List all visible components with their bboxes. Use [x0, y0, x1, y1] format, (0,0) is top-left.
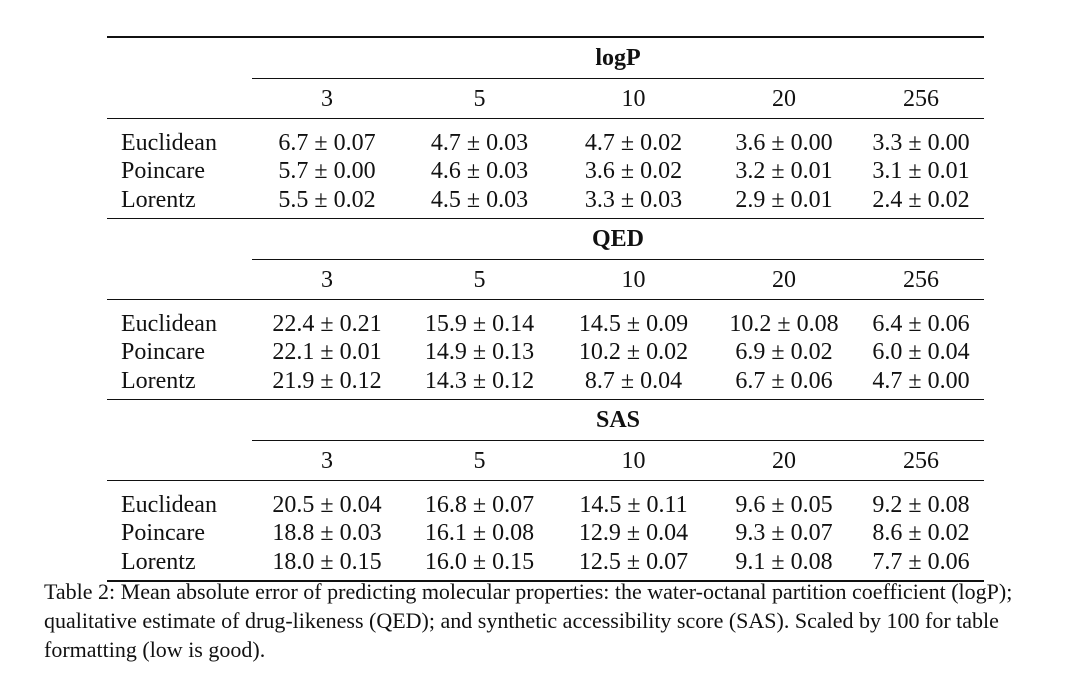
column-header-spacer	[107, 441, 252, 481]
table-cell: 6.7 ± 0.07	[252, 119, 402, 156]
table-cell: 3.2 ± 0.01	[735, 158, 833, 184]
table-cell: 14.9 ± 0.13	[424, 339, 535, 365]
table-row	[107, 300, 984, 337]
column-header: 3	[252, 441, 402, 481]
column-header: 256	[858, 79, 984, 119]
table-row	[107, 481, 984, 518]
table-cell: 22.1 ± 0.01	[272, 339, 382, 365]
column-header-row	[107, 260, 984, 300]
section-title-row	[107, 400, 984, 441]
column-header-row	[107, 441, 984, 481]
row-label: Euclidean	[107, 300, 252, 337]
row-label: Lorentz	[107, 545, 252, 581]
table-cell: 2.4 ± 0.02	[872, 187, 970, 213]
table-cell: 3.3 ± 0.00	[858, 119, 984, 156]
table-cell: 4.7 ± 0.00	[872, 368, 970, 394]
column-header: 5	[402, 79, 557, 119]
table-cell: 9.6 ± 0.05	[710, 481, 858, 518]
table-row	[107, 364, 984, 400]
table-cell: 5.7 ± 0.00	[278, 158, 376, 184]
table-cell: 9.2 ± 0.08	[858, 481, 984, 518]
table-cell: 7.7 ± 0.06	[858, 545, 984, 581]
table-cell: 22.4 ± 0.21	[252, 300, 402, 337]
row-label: Poincare	[121, 520, 205, 546]
row-label: Lorentz	[121, 187, 196, 213]
table-cell: 12.5 ± 0.07	[557, 545, 710, 581]
table-cell: 9.1 ± 0.08	[710, 545, 858, 581]
table-cell: 15.9 ± 0.14	[402, 300, 557, 337]
table-cell: 6.4 ± 0.06	[858, 300, 984, 337]
table-cell: 10.2 ± 0.08	[710, 300, 858, 337]
row-label: Euclidean	[107, 481, 252, 518]
table-row	[107, 517, 984, 545]
table-cell: 3.6 ± 0.02	[584, 158, 683, 184]
results-table	[107, 36, 984, 582]
table-cell: 3.6 ± 0.00	[710, 119, 858, 156]
row-label: Poincare	[121, 339, 205, 365]
table-cell: 8.7 ± 0.04	[584, 368, 683, 394]
table-cell: 14.5 ± 0.11	[557, 481, 710, 518]
table-cell: 18.0 ± 0.15	[252, 545, 402, 581]
table-cell: 3.1 ± 0.01	[872, 158, 970, 184]
column-header: 20	[710, 79, 858, 119]
table-cell: 20.5 ± 0.04	[252, 481, 402, 518]
column-header: 3	[252, 79, 402, 119]
table-row	[107, 183, 984, 219]
table-cell: 10.2 ± 0.02	[578, 339, 689, 365]
column-header: 10	[557, 79, 710, 119]
table-cell: 4.6 ± 0.03	[430, 158, 529, 184]
section-title-spacer	[107, 400, 252, 441]
row-label: Lorentz	[121, 368, 196, 394]
table-cell: 6.9 ± 0.02	[735, 339, 833, 365]
table-caption: Table 2: Mean absolute error of predicting molecular properties: the water-octanal partition coefficient (logP); qualitative estimate of drug-likeness (QED); and synthetic accessibility score (SAS). Scaled by 100 for table formatting (low is good).	[44, 579, 1013, 662]
table-cell: 4.5 ± 0.03	[430, 187, 529, 213]
table-row	[107, 119, 984, 156]
table-cell: 16.8 ± 0.07	[402, 481, 557, 518]
table-cell: 9.3 ± 0.07	[735, 520, 833, 546]
table-row	[107, 155, 984, 183]
table-cell: 18.8 ± 0.03	[272, 520, 382, 546]
table-cell: 21.9 ± 0.12	[272, 368, 382, 394]
column-header: 3	[252, 260, 402, 300]
table-cell: 6.7 ± 0.06	[735, 368, 833, 394]
column-header: 256	[858, 260, 984, 300]
section-title: logP	[252, 37, 984, 79]
row-label: Euclidean	[107, 119, 252, 156]
row-label: Poincare	[121, 158, 205, 184]
table-cell: 14.3 ± 0.12	[424, 368, 535, 394]
section-title-row	[107, 219, 984, 260]
section-title-row	[107, 37, 984, 79]
table-cell: 16.0 ± 0.15	[402, 545, 557, 581]
column-header: 10	[557, 260, 710, 300]
section-title: SAS	[252, 400, 984, 441]
table-row	[107, 545, 984, 581]
table-cell: 4.7 ± 0.02	[557, 119, 710, 156]
table-cell: 6.0 ± 0.04	[872, 339, 970, 365]
section-title-spacer	[107, 37, 252, 79]
column-header-spacer	[107, 79, 252, 119]
table-cell: 5.5 ± 0.02	[278, 187, 376, 213]
column-header: 20	[710, 441, 858, 481]
section-title: QED	[252, 219, 984, 260]
table-cell: 4.7 ± 0.03	[402, 119, 557, 156]
table-cell: 16.1 ± 0.08	[424, 520, 535, 546]
column-header: 10	[557, 441, 710, 481]
column-header-row	[107, 79, 984, 119]
column-header: 256	[858, 441, 984, 481]
section-title-spacer	[107, 219, 252, 260]
column-header: 20	[710, 260, 858, 300]
table-cell: 12.9 ± 0.04	[578, 520, 689, 546]
table-cell: 3.3 ± 0.03	[584, 187, 683, 213]
table-cell: 2.9 ± 0.01	[735, 187, 833, 213]
column-header: 5	[402, 441, 557, 481]
column-header-spacer	[107, 260, 252, 300]
table-cell: 14.5 ± 0.09	[557, 300, 710, 337]
table-row	[107, 336, 984, 364]
table-cell: 8.6 ± 0.02	[872, 520, 970, 546]
column-header: 5	[402, 260, 557, 300]
